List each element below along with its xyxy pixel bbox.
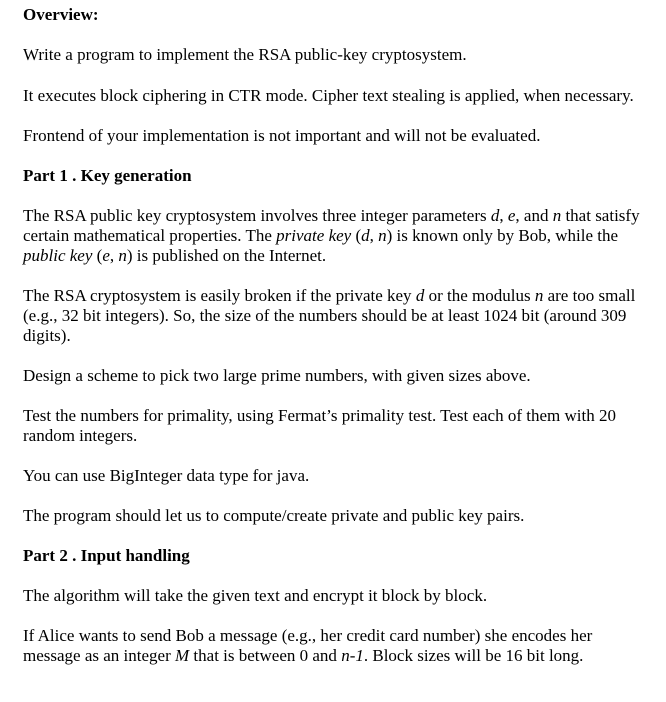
- part1-paragraph-2: The RSA cryptosystem is easily broken if the private key d or the modulus n are too small (e.g., 32 bit integers). So, the size of the numbers should be at least 1024 bit (around 309 digits).: [23, 286, 636, 345]
- part1-paragraph-4: Test the numbers for primality, using Fermat’s primality test. Test each of them with 20 random integers.: [23, 406, 616, 445]
- part1-paragraph-5: You can use BigInteger data type for java.: [23, 466, 310, 485]
- overview-paragraph-1: Write a program to implement the RSA public-key cryptosystem.: [23, 45, 467, 64]
- part1-paragraph-6: The program should let us to compute/create private and public key pairs.: [23, 506, 525, 525]
- part1-paragraph-1: The RSA public key cryptosystem involves three integer parameters d, e, and n that satisfy certain mathematical properties. The private key (d, n) is known only by Bob, while the public key (e, n) is published on the Internet.: [23, 206, 640, 265]
- part2-paragraph-1: The algorithm will take the given text and encrypt it block by block.: [23, 586, 488, 605]
- overview-paragraph-2: It executes block ciphering in CTR mode. Cipher text stealing is applied, when necessary.: [23, 86, 634, 105]
- overview-paragraph-3: Frontend of your implementation is not important and will not be evaluated.: [23, 126, 541, 145]
- overview-heading: Overview:: [23, 5, 99, 24]
- document-body: [23, 5, 653, 666]
- part2-heading: Part 2 . Input handling: [23, 546, 190, 565]
- part1-heading: Part 1 . Key generation: [23, 166, 192, 185]
- part2-paragraph-2: If Alice wants to send Bob a message (e.g., her credit card number) she encodes her message as an integer M that is between 0 and n-1. Block sizes will be 16 bit long.: [23, 626, 593, 665]
- part1-paragraph-3: Design a scheme to pick two large prime numbers, with given sizes above.: [23, 366, 531, 385]
